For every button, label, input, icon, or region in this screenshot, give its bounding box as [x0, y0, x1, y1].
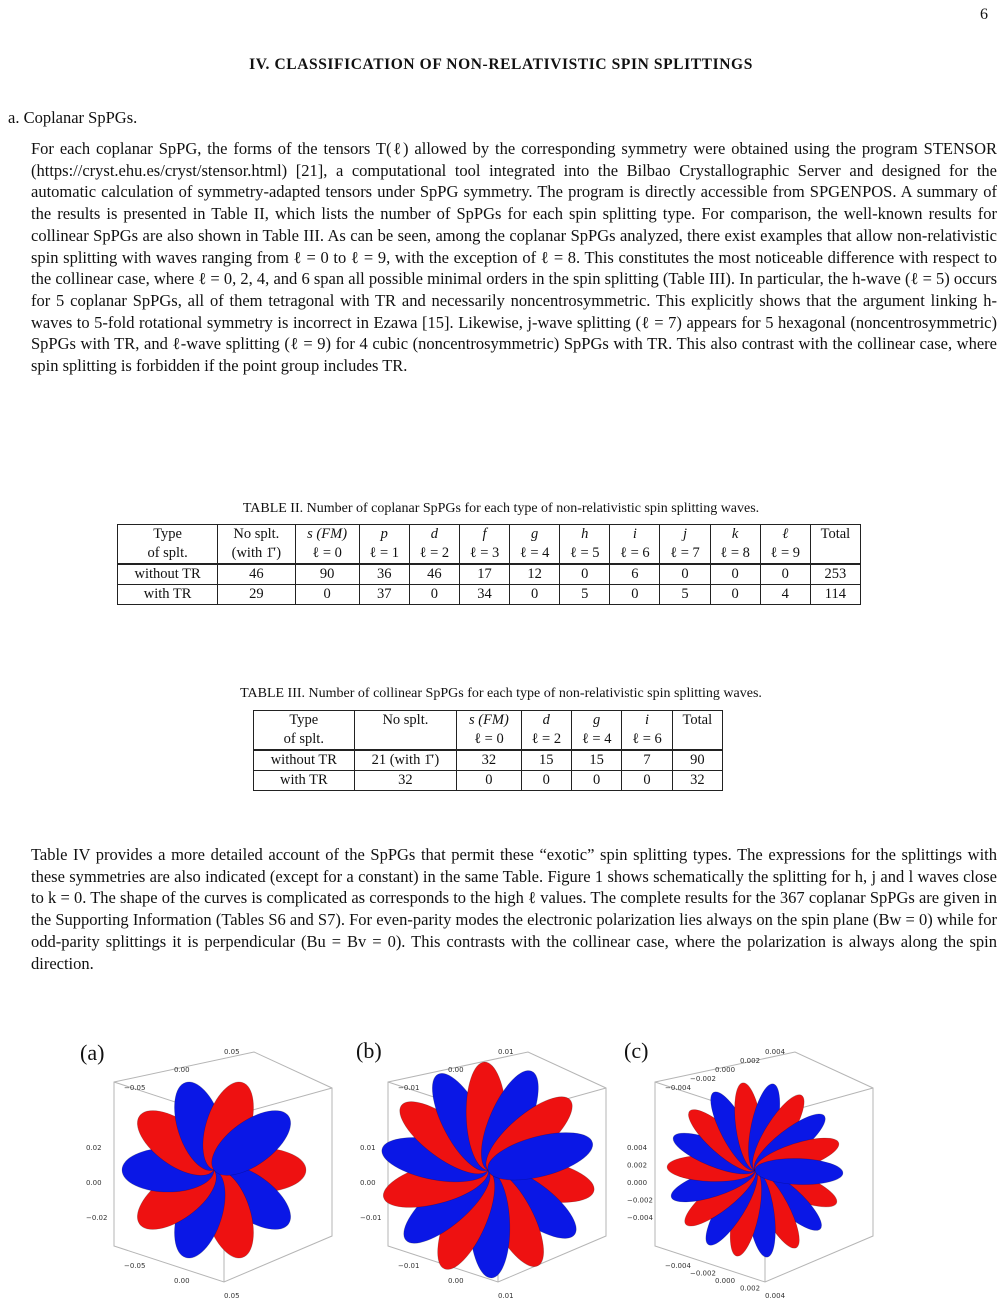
table-ii-cell: 6 [610, 564, 660, 585]
table-ii-cell: 0 [710, 585, 760, 605]
table-iii-cell: 32 [457, 750, 521, 771]
tick-label-bottom: 0.000 [715, 1277, 736, 1285]
tick-label-left: 0.002 [627, 1161, 648, 1170]
table-ii-header-cell: Total [810, 525, 860, 545]
table-iii-cell: 7 [622, 750, 672, 771]
table-ii-cell: 36 [359, 564, 409, 585]
figure-c-label: (c) [624, 1038, 649, 1063]
table-ii-cell: 5 [660, 585, 710, 605]
table-iii-cell: 0 [457, 771, 521, 791]
tick-label-bottom: 0.00 [174, 1277, 190, 1285]
table-ii-row [118, 564, 861, 585]
tick-label-bottom: 0.01 [498, 1292, 514, 1298]
table-iii-cell: 90 [672, 750, 722, 771]
table-ii-cell: without TR [118, 564, 218, 585]
tick-label-bottom: 0.004 [765, 1292, 786, 1298]
table-iii-header-cell: Type [254, 711, 355, 731]
table-ii-header-cell: ℓ = 0 [295, 544, 359, 564]
table-iii-row [254, 750, 723, 771]
table-ii-cell: 29 [218, 585, 295, 605]
table-iii-cell: 32 [354, 771, 457, 791]
table-iii-cell: 0 [571, 771, 621, 791]
tick-label-left: −0.002 [627, 1196, 653, 1205]
tick-label-top: 0.01 [498, 1048, 514, 1056]
tick-label-bottom: 0.002 [740, 1284, 761, 1293]
tick-label-left: 0.02 [86, 1144, 102, 1152]
table-ii-cell: 37 [359, 585, 409, 605]
tick-label-bottom: −0.004 [665, 1262, 691, 1270]
table-iii-header-cell: of splt. [254, 730, 355, 750]
table-iii-header-cell: d [521, 711, 571, 731]
tick-label-bottom: −0.002 [690, 1269, 716, 1278]
table-ii-cell: 0 [295, 585, 359, 605]
table-iii-header-bottom [254, 730, 723, 750]
figure-b-label: (b) [356, 1038, 382, 1063]
tick-label-left: 0.00 [360, 1179, 376, 1187]
table-ii-cell: 5 [560, 585, 610, 605]
table-iii-header-cell: ℓ = 2 [521, 730, 571, 750]
table-ii-header-cell: d [409, 525, 459, 545]
figure-c-plot [612, 1030, 882, 1298]
table-ii-cell: with TR [118, 585, 218, 605]
table-ii-header-cell: ℓ = 8 [710, 544, 760, 564]
tick-label-top: 0.000 [715, 1066, 736, 1074]
tick-label-bottom: −0.01 [398, 1262, 420, 1270]
table-ii-header-cell: Type [118, 525, 218, 545]
tick-label-bottom: −0.05 [124, 1262, 146, 1270]
figure-panel-a [58, 1030, 354, 1298]
table-ii-cell: 0 [510, 585, 560, 605]
table-ii-header-cell: i [610, 525, 660, 545]
table-ii-cell: 0 [660, 564, 710, 585]
table-ii-cell: 0 [760, 564, 810, 585]
table-ii-header-cell: ℓ = 7 [660, 544, 710, 564]
table-ii-cell: 90 [295, 564, 359, 585]
tick-label-bottom: 0.00 [448, 1277, 464, 1285]
table-ii-header-cell: p [359, 525, 409, 545]
table-ii-header-cell: No splt. [218, 525, 295, 545]
table-ii-cell: 17 [459, 564, 509, 585]
table-iii-header-cell: g [571, 711, 621, 731]
table-ii-cell: 0 [409, 585, 459, 605]
table-ii-header-bottom [118, 544, 861, 564]
table-iii [253, 710, 723, 791]
tick-label-top: −0.004 [665, 1084, 691, 1092]
table-iii-header-cell [672, 730, 722, 750]
table-iii-header-cell: Total [672, 711, 722, 731]
tick-label-left: −0.02 [86, 1214, 108, 1222]
table-ii-header-cell: ℓ = 4 [510, 544, 560, 564]
table-iii-cell: 21 (with 1̄′) [354, 750, 457, 771]
page-number: 6 [980, 6, 988, 23]
table-ii-header-cell: ℓ = 3 [459, 544, 509, 564]
table-iii-cell: with TR [254, 771, 355, 791]
tick-label-left: 0.01 [360, 1144, 376, 1152]
table-ii-cell: 12 [510, 564, 560, 585]
table-iii-cell: 15 [571, 750, 621, 771]
tick-label-top: −0.002 [690, 1075, 716, 1083]
paragraph-table-iv: Table IV provides a more detailed account of the SpPGs that permit these “exotic” spin splitting types. The expressions for the splittings with these symmetries are also indicated (except for a constant) in the same Table. Figure 1 shows schematically the splitting for h, j and l waves close to k = 0. The shape of the curves is complicated as corresponds to the high ℓ values. The complete results for the 367 coplanar SpPGs are given in the Supporting Information (Tables S6 and S7). For even-parity modes the electronic polarization lies always on the spin plane (Bw = 0) while for odd-parity splittings it is perpendicular (Bu = Bv = 0). This contrasts with the collinear case, where the polarization is always along the spin direction. [31, 845, 997, 973]
table-ii-cell: 0 [560, 564, 610, 585]
figure-panel-c [612, 1030, 882, 1298]
table-ii-cell: 46 [218, 564, 295, 585]
table-ii-header-cell: s (FM) [295, 525, 359, 545]
section-title: IV. CLASSIFICATION OF NON-RELATIVISTIC SPIN SPLITTINGS [249, 56, 753, 73]
table-ii-cell: 114 [810, 585, 860, 605]
table-ii-cell: 4 [760, 585, 810, 605]
table-ii-header-top [118, 525, 861, 545]
table-ii-header-cell: ℓ = 2 [409, 544, 459, 564]
table-ii [117, 524, 861, 605]
table-ii-header-cell: ℓ [760, 525, 810, 545]
table-ii-header-cell: ℓ = 1 [359, 544, 409, 564]
table-ii-header-cell: ℓ = 5 [560, 544, 610, 564]
tick-label-top: 0.00 [174, 1066, 190, 1074]
tick-label-top: −0.01 [398, 1084, 420, 1092]
table-ii-header-cell [810, 544, 860, 564]
table-iii-header-cell: s (FM) [457, 711, 521, 731]
table-iii-cell: 32 [672, 771, 722, 791]
table-iii-header-cell: i [622, 711, 672, 731]
tick-label-top: 0.05 [224, 1048, 240, 1056]
table-ii-header-cell: g [510, 525, 560, 545]
table-iii-header-top [254, 711, 723, 731]
tick-label-top: 0.004 [765, 1048, 786, 1056]
tick-label-left: −0.004 [627, 1214, 653, 1222]
table-ii-caption: TABLE II. Number of coplanar SpPGs for each type of non-relativistic spin splitting waves. [242, 501, 760, 516]
table-iii-cell: without TR [254, 750, 355, 771]
table-ii-row [118, 585, 861, 605]
table-iii-header-cell: ℓ = 6 [622, 730, 672, 750]
table-iii-cell: 0 [622, 771, 672, 791]
table-ii-header-cell: k [710, 525, 760, 545]
tick-label-left: 0.000 [627, 1179, 648, 1187]
table-iii-header-cell: ℓ = 4 [571, 730, 621, 750]
tick-label-bottom: 0.05 [224, 1292, 240, 1298]
table-iii-cell: 0 [521, 771, 571, 791]
figure-b-plot [340, 1030, 620, 1298]
figure-a-label: (a) [80, 1040, 105, 1065]
table-ii-cell: 0 [610, 585, 660, 605]
table-ii-cell: 253 [810, 564, 860, 585]
table-ii-header-cell: h [560, 525, 610, 545]
tick-label-top: 0.00 [448, 1066, 464, 1074]
table-iii-caption: TABLE III. Number of collinear SpPGs for each type of non-relativistic spin splitting waves. [240, 686, 762, 701]
table-iii-row [254, 771, 723, 791]
table-iii-header-cell: No splt. [354, 711, 457, 731]
table-ii-header-cell: (with 1̄′) [218, 544, 295, 564]
figure-a-plot [58, 1030, 354, 1298]
tick-label-top: 0.002 [740, 1057, 761, 1065]
figure-panel-b [340, 1030, 620, 1298]
tick-label-left: 0.00 [86, 1179, 102, 1187]
table-ii-cell: 0 [710, 564, 760, 585]
table-iii-cell: 15 [521, 750, 571, 771]
tick-label-top: −0.05 [124, 1084, 146, 1092]
tick-label-left: 0.004 [627, 1144, 648, 1152]
table-ii-cell: 34 [459, 585, 509, 605]
table-iii-header-cell: ℓ = 0 [457, 730, 521, 750]
table-ii-header-cell: f [459, 525, 509, 545]
tick-label-left: −0.01 [360, 1214, 382, 1222]
table-ii-header-cell: ℓ = 9 [760, 544, 810, 564]
table-ii-cell: 46 [409, 564, 459, 585]
paragraph-coplanar: For each coplanar SpPG, the forms of the tensors T(ℓ) allowed by the corresponding symmetry were obtained using the program STENSOR (https://cryst.ehu.es/cryst/stensor.html) [21], a computational tool integrated into the Bilbao Crystallographic Server and designed for the automatic calculation of symmetry-adapted tensors under SpPG symmetry. The program is directly accessible from SPGENPOS. A summary of the results is presented in Table II, which lists the number of SpPGs for each spin splitting type. For comparison, the well-known results for collinear SpPGs are also shown in Table III. As can be seen, among the coplanar SpPGs analyzed, there exist examples that allow non-relativistic spin splitting with waves ranging from ℓ = 0 to ℓ = 9, with the exception of ℓ = 8. This constitutes the most noticeable difference with respect to the collinear case, where ℓ = 0, 2, 4, and 6 span all possible minimal orders in the spin splitting (Table III). In particular, the h-wave (ℓ = 5) occurs for 5 coplanar SpPGs, all of them tetragonal with TR and necessarily noncentrosymmetric. This explicitly shows that the argument linking h-waves to 5-fold rotational symmetry is incorrect in Ezawa [15]. Likewise, j-wave splitting (ℓ = 7) appears for 5 hexagonal (noncentrosymmetric) SpPGs with TR, and ℓ-wave splitting (ℓ = 9) for 4 cubic (noncentrosymmetric) SpPGs with TR. This also contrast with the collinear case, where spin splitting is forbidden if the point group includes TR. [31, 139, 997, 376]
subsection-title: a. Coplanar SpPGs. [8, 108, 138, 127]
table-ii-header-cell: j [660, 525, 710, 545]
table-ii-header-cell: ℓ = 6 [610, 544, 660, 564]
table-iii-header-cell [354, 730, 457, 750]
table-ii-header-cell: of splt. [118, 544, 218, 564]
